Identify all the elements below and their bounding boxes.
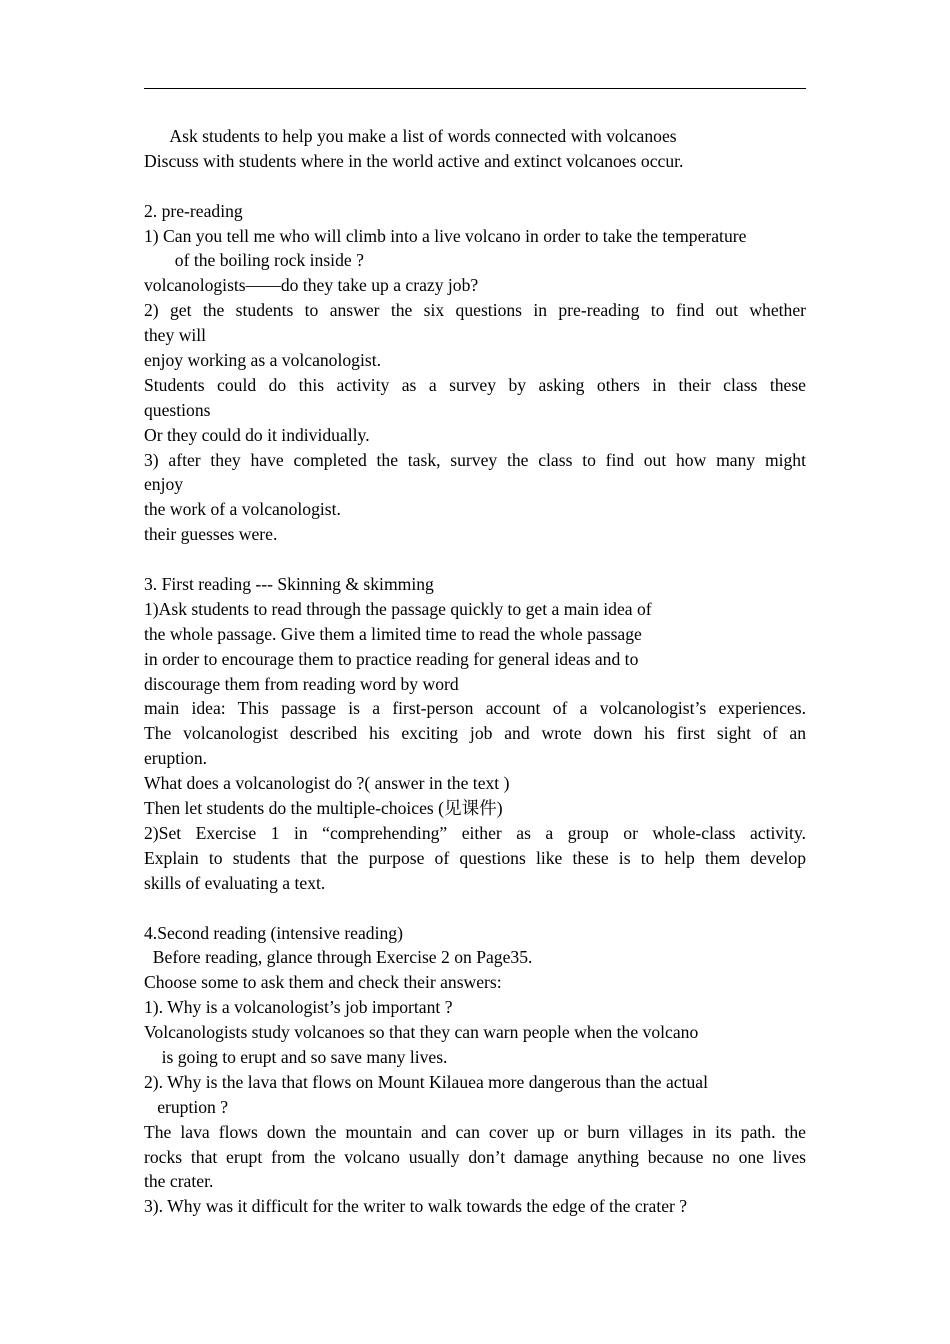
text-line: 2)Set Exercise 1 in “comprehending” either as a group or whole-class activity. bbox=[144, 822, 806, 843]
answer-line: the crater. bbox=[144, 1171, 214, 1192]
question-line: 2). Why is the lava that flows on Mount Kilauea more dangerous than the actual bbox=[144, 1071, 708, 1092]
blank-line bbox=[144, 896, 806, 921]
text-line: Discuss with students where in the world active and extinct volcanoes occur. bbox=[144, 150, 684, 171]
section-heading: 4.Second reading (intensive reading) bbox=[144, 922, 403, 943]
text-line: skills of evaluating a text. bbox=[144, 872, 326, 893]
text-line: enjoy working as a volcanologist. bbox=[144, 350, 381, 371]
text-line: Ask students to help you make a list of words connected with volcanoes bbox=[144, 126, 677, 146]
text-line: enjoy bbox=[144, 474, 184, 495]
text-line: in order to encourage them to practice reading for general ideas and to bbox=[144, 648, 639, 669]
answer-line: Volcanologists study volcanoes so that they can warn people when the volcano bbox=[144, 1022, 699, 1043]
header-rule bbox=[144, 88, 806, 89]
answer-line: is going to erupt and so save many lives. bbox=[144, 1046, 448, 1067]
blank-line bbox=[144, 174, 806, 199]
text-line: Or they could do it individually. bbox=[144, 424, 370, 445]
text-line: questions bbox=[144, 399, 211, 420]
text-line: discourage them from reading word by word bbox=[144, 673, 459, 694]
text-line: 1)Ask students to read through the passage quickly to get a main idea of bbox=[144, 598, 652, 619]
text-line: Before reading, glance through Exercise 2 on Page35. bbox=[144, 947, 533, 968]
text-line: main idea: This passage is a first-person account of a volcanologist’s experiences. bbox=[144, 698, 806, 719]
document-body bbox=[144, 124, 806, 1219]
text-line: their guesses were. bbox=[144, 524, 278, 545]
text-line: the work of a volcanologist. bbox=[144, 499, 341, 520]
question-line: 1). Why is a volcanologist’s job important ? bbox=[144, 997, 453, 1018]
text-line: volcanologists——do they take up a crazy job? bbox=[144, 275, 479, 296]
section-heading: 2. pre-reading bbox=[144, 200, 243, 221]
text-line: of the boiling rock inside ? bbox=[144, 250, 364, 271]
answer-line: The lava flows down the mountain and can cover up or burn villages in its path. the bbox=[144, 1121, 806, 1142]
text-line: they will bbox=[144, 325, 207, 346]
text-line: 2) get the students to answer the six questions in pre-reading to find out whether bbox=[144, 300, 806, 321]
question-line: 3). Why was it difficult for the writer to walk towards the edge of the crater ? bbox=[144, 1196, 688, 1217]
text-line: The volcanologist described his exciting job and wrote down his first sight of an bbox=[144, 723, 806, 744]
text-line: 3) after they have completed the task, survey the class to find out how many might bbox=[144, 449, 806, 470]
text-line: Then let students do the multiple-choices (见课件) bbox=[144, 798, 503, 819]
text-line: Explain to students that the purpose of questions like these is to help them develop bbox=[144, 847, 806, 868]
text-line: What does a volcanologist do ?( answer in the text ) bbox=[144, 773, 510, 794]
blank-line bbox=[144, 547, 806, 572]
text-line: Students could do this activity as a survey by asking others in their class these bbox=[144, 374, 806, 395]
question-line: eruption ? bbox=[144, 1096, 229, 1117]
text-line: 1) Can you tell me who will climb into a live volcano in order to take the temperature bbox=[144, 225, 747, 246]
section-heading: 3. First reading --- Skinning & skimming bbox=[144, 574, 434, 595]
text-line: the whole passage. Give them a limited time to read the whole passage bbox=[144, 623, 642, 644]
text-line: Choose some to ask them and check their answers: bbox=[144, 972, 502, 993]
answer-line: rocks that erupt from the volcano usually don’t damage anything because no one lives bbox=[144, 1146, 806, 1167]
text-line: eruption. bbox=[144, 748, 208, 769]
